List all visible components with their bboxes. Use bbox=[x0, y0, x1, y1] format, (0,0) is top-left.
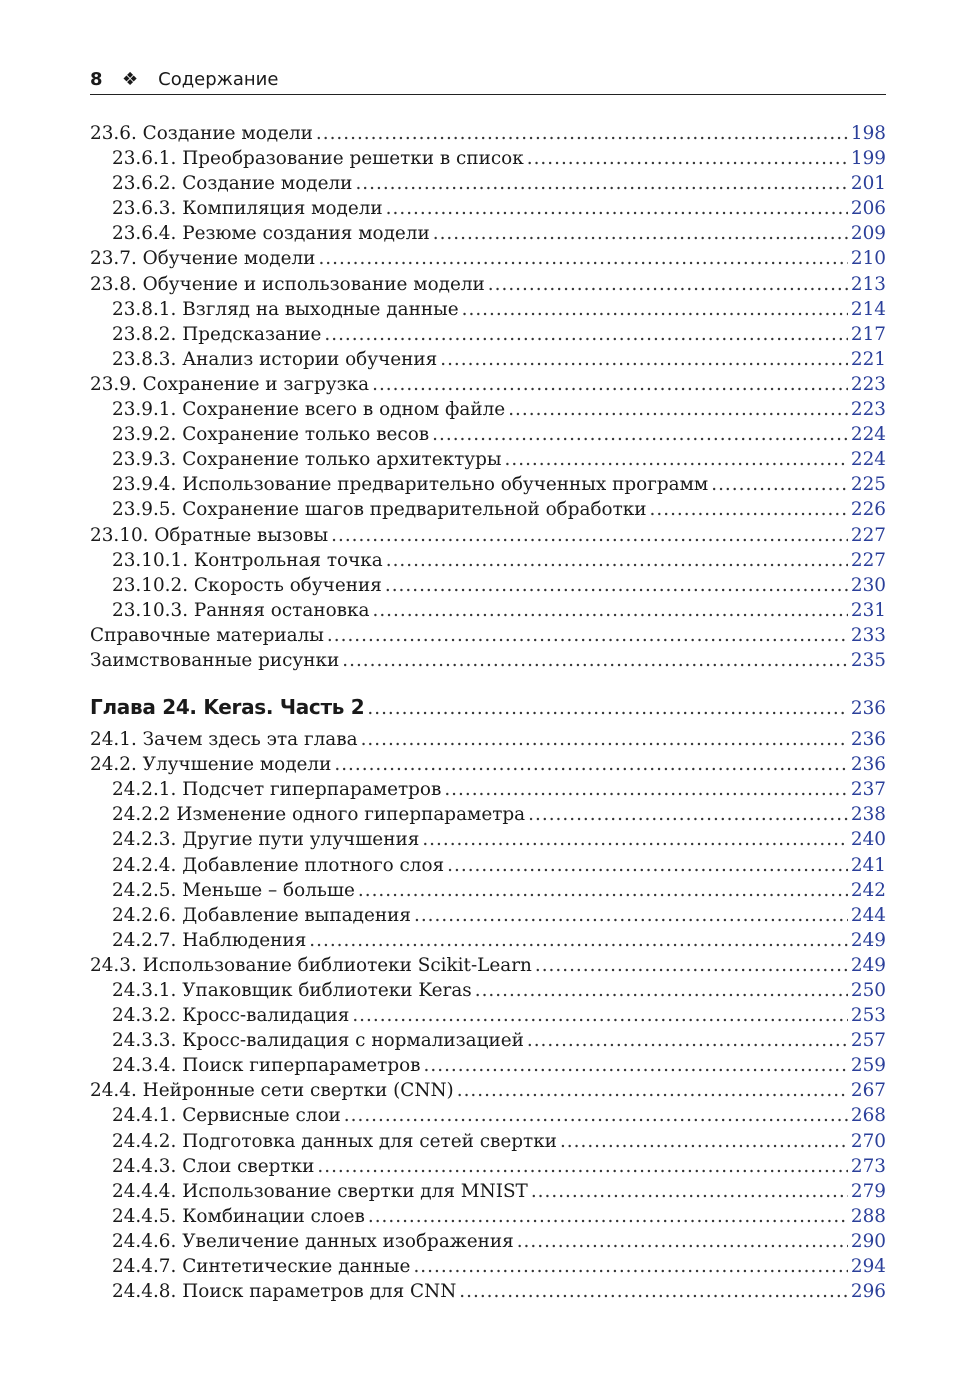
toc-page-number[interactable]: 210 bbox=[850, 248, 886, 270]
toc-entry-title bbox=[112, 449, 505, 470]
toc-page-number[interactable]: 257 bbox=[850, 1030, 886, 1052]
toc-entry-title bbox=[112, 880, 358, 901]
ornament-icon: ❖ bbox=[122, 69, 139, 90]
toc-page-number[interactable]: 231 bbox=[850, 599, 886, 621]
dot-leader bbox=[358, 880, 848, 901]
toc-entry-title bbox=[90, 525, 331, 546]
dot-leader bbox=[528, 804, 848, 825]
toc-page-number[interactable]: 223 bbox=[850, 399, 886, 421]
dot-leader bbox=[531, 1181, 848, 1202]
toc-entry-text: Сохранение только архитектуры bbox=[182, 449, 502, 471]
toc-page-number[interactable]: 236 bbox=[850, 698, 886, 720]
toc-entry-number: 23.10.2. bbox=[112, 574, 189, 596]
toc-entry-text: Слои свертки bbox=[182, 1155, 315, 1177]
toc-entry-number: 24.3. bbox=[90, 954, 137, 976]
toc-entry[interactable] bbox=[90, 1131, 886, 1156]
toc-entry-number: 23.6.4. bbox=[112, 223, 177, 245]
toc-entry-number: 24.4.8. bbox=[112, 1281, 177, 1303]
toc-entry[interactable] bbox=[90, 449, 886, 474]
toc-entry-number: 23.9.3. bbox=[112, 449, 177, 471]
dot-leader bbox=[352, 1005, 848, 1026]
toc-entry-text: Глава 24. Keras. Часть 2 bbox=[90, 695, 365, 720]
toc-entry-text: Использование предварительно обученных программ bbox=[182, 474, 709, 496]
toc-entry[interactable] bbox=[90, 905, 886, 930]
toc-entry-number: 23.9.2. bbox=[112, 424, 177, 446]
toc-entry-title bbox=[112, 930, 309, 951]
toc-entry-title bbox=[112, 1131, 560, 1152]
toc-page-number[interactable]: 296 bbox=[850, 1281, 886, 1303]
toc-entry-title bbox=[112, 1181, 531, 1202]
toc-entry-text: Сервисные слои bbox=[182, 1105, 341, 1127]
toc-entry-title bbox=[90, 955, 535, 976]
toc-entry[interactable] bbox=[90, 399, 886, 424]
toc-page-number[interactable]: 259 bbox=[850, 1055, 886, 1077]
toc-page-number[interactable]: 198 bbox=[850, 123, 886, 144]
dot-leader bbox=[527, 148, 848, 169]
toc-page-number[interactable]: 237 bbox=[850, 779, 886, 801]
toc-page-number[interactable]: 214 bbox=[850, 298, 886, 320]
dot-leader bbox=[475, 980, 848, 1001]
toc-entry[interactable] bbox=[90, 575, 886, 600]
toc-entry-number: 23.9.4. bbox=[112, 474, 177, 496]
toc-entry-title bbox=[112, 223, 433, 244]
dot-leader bbox=[457, 1080, 848, 1101]
toc-entry-text: Компиляция модели bbox=[182, 198, 383, 220]
toc-page-number[interactable]: 221 bbox=[850, 348, 886, 370]
toc-entry-title bbox=[112, 1231, 517, 1252]
toc-page-number[interactable]: 225 bbox=[850, 474, 886, 496]
toc-entry-text: Создание модели bbox=[182, 173, 353, 195]
toc-entry-title bbox=[112, 1105, 344, 1126]
toc-entry[interactable] bbox=[90, 880, 886, 905]
dot-leader bbox=[413, 1256, 847, 1277]
dot-leader bbox=[535, 955, 848, 976]
toc-entry-title bbox=[112, 474, 711, 495]
toc-entry-title bbox=[90, 274, 488, 295]
toc-page-number[interactable]: 249 bbox=[850, 929, 886, 951]
toc-entry[interactable] bbox=[90, 198, 886, 223]
toc-entry-title bbox=[112, 1156, 317, 1177]
toc-entry-number: 23.10.1. bbox=[112, 549, 189, 571]
toc-entry[interactable] bbox=[90, 1256, 886, 1281]
toc-entry-title bbox=[90, 374, 372, 395]
dot-leader bbox=[424, 1055, 848, 1076]
toc-entry-text: Наблюдения bbox=[182, 929, 307, 951]
toc-entry[interactable] bbox=[90, 650, 886, 675]
table-of-contents bbox=[90, 123, 886, 1306]
toc-page-number[interactable]: 233 bbox=[850, 624, 886, 646]
toc-entry-text: Ранняя остановка bbox=[193, 599, 370, 621]
toc-entry-number: 24.4.5. bbox=[112, 1205, 177, 1227]
dot-leader bbox=[386, 550, 848, 571]
toc-entry-text: Преобразование решетки в список bbox=[182, 148, 524, 170]
toc-entry-text: Обучение модели bbox=[142, 248, 316, 270]
dot-leader bbox=[334, 754, 848, 775]
toc-entry[interactable] bbox=[90, 600, 886, 625]
toc-entry[interactable] bbox=[90, 299, 886, 324]
toc-entry-text: Меньше – больше bbox=[182, 879, 355, 901]
toc-page-number[interactable]: 249 bbox=[850, 954, 886, 976]
toc-entry-number: 23.7. bbox=[90, 248, 137, 270]
toc-entry-number: 23.10.3. bbox=[112, 599, 189, 621]
toc-entry-text: Упаковщик библиотеки Keras bbox=[182, 980, 472, 1001]
toc-entry-title bbox=[112, 1281, 459, 1302]
page-number: 8 bbox=[90, 69, 103, 90]
toc-page-number[interactable]: 227 bbox=[850, 524, 886, 546]
dot-leader bbox=[527, 1030, 848, 1051]
toc-entry[interactable] bbox=[90, 1055, 886, 1080]
toc-entry[interactable] bbox=[90, 1156, 886, 1181]
toc-entry-text: Кросс-валидация с нормализацией bbox=[182, 1030, 524, 1052]
dot-leader bbox=[317, 1156, 848, 1177]
toc-entry[interactable] bbox=[90, 779, 886, 804]
toc-entry-text: Сохранение всего в одном файле bbox=[182, 399, 506, 421]
toc-page-number[interactable]: 241 bbox=[850, 854, 886, 876]
toc-entry-title bbox=[112, 779, 444, 800]
toc-entry-number: 24.2.1. bbox=[112, 779, 177, 801]
toc-page-number[interactable]: 267 bbox=[850, 1080, 886, 1102]
dot-leader bbox=[344, 1105, 848, 1126]
toc-entry-number: 24.4.2. bbox=[112, 1130, 177, 1152]
dot-leader bbox=[327, 625, 848, 646]
toc-entry-number: 23.8. bbox=[90, 273, 137, 295]
toc-entry-title bbox=[90, 729, 361, 750]
toc-entry-title bbox=[112, 1005, 352, 1026]
dot-leader bbox=[361, 729, 848, 750]
dot-leader bbox=[459, 1281, 848, 1302]
toc-page-number[interactable]: 206 bbox=[850, 198, 886, 220]
toc-entry-text: Добавление плотного слоя bbox=[182, 854, 445, 876]
toc-entry[interactable] bbox=[90, 625, 886, 650]
toc-entry[interactable] bbox=[90, 804, 886, 829]
toc-page-number[interactable]: 230 bbox=[850, 574, 886, 596]
toc-page-number[interactable]: 224 bbox=[850, 424, 886, 446]
toc-page-number[interactable]: 244 bbox=[850, 904, 886, 926]
toc-entry-number: 24.4. bbox=[90, 1080, 137, 1102]
dot-leader bbox=[444, 779, 848, 800]
dot-leader bbox=[367, 698, 848, 719]
toc-entry-number: 24.3.1. bbox=[112, 980, 177, 1001]
toc-entry-text: Зачем здесь эта глава bbox=[142, 729, 358, 751]
running-title: Содержание bbox=[158, 69, 279, 90]
toc-entry[interactable] bbox=[90, 729, 886, 754]
toc-entry-number: 24.4.3. bbox=[112, 1155, 177, 1177]
toc-entry-number: 24.4.6. bbox=[112, 1230, 177, 1252]
toc-page-number[interactable]: 250 bbox=[850, 980, 886, 1001]
toc-entry[interactable] bbox=[90, 474, 886, 499]
toc-entry-text: Подсчет гиперпараметров bbox=[182, 779, 442, 801]
dot-leader bbox=[560, 1131, 848, 1152]
toc-page-number[interactable]: 209 bbox=[850, 223, 886, 245]
dot-leader bbox=[433, 223, 848, 244]
dot-leader bbox=[309, 930, 848, 951]
toc-entry[interactable] bbox=[90, 349, 886, 374]
toc-entry[interactable] bbox=[90, 550, 886, 575]
toc-entry-text: Справочные материалы bbox=[90, 624, 324, 646]
toc-entry[interactable] bbox=[90, 980, 886, 1005]
toc-entry-text: Синтетические данные bbox=[182, 1256, 411, 1278]
toc-page-number[interactable]: 217 bbox=[850, 323, 886, 345]
toc-entry-title bbox=[112, 1030, 527, 1051]
toc-entry-number: 24.2.5. bbox=[112, 879, 177, 901]
toc-page-number[interactable]: 270 bbox=[850, 1130, 886, 1152]
toc-entry-number: 24.3.3. bbox=[112, 1030, 177, 1052]
toc-entry-number: 24.4.4. bbox=[112, 1180, 177, 1202]
toc-entry[interactable] bbox=[90, 324, 886, 349]
dot-leader bbox=[318, 248, 847, 269]
toc-entry-text: Обучение и использование модели bbox=[142, 273, 485, 295]
toc-entry-number: 24.4.1. bbox=[112, 1105, 177, 1127]
dot-leader bbox=[488, 274, 848, 295]
toc-entry[interactable] bbox=[90, 223, 886, 248]
toc-entry[interactable] bbox=[90, 148, 886, 173]
toc-entry-text: Заимствованные рисунки bbox=[90, 649, 340, 671]
toc-entry-number: 23.8.3. bbox=[112, 348, 177, 370]
toc-entry-title bbox=[90, 754, 334, 775]
toc-page-number[interactable]: 294 bbox=[850, 1256, 886, 1278]
toc-entry-number: 23.6. bbox=[90, 123, 137, 144]
toc-entry-title bbox=[112, 1206, 368, 1227]
toc-entry-title bbox=[112, 829, 422, 850]
toc-entry-title bbox=[90, 123, 316, 144]
toc-entry-number: 23.8.1. bbox=[112, 298, 177, 320]
toc-entry-number: 24.2.7. bbox=[112, 929, 177, 951]
toc-entry[interactable] bbox=[90, 1105, 886, 1130]
dot-leader bbox=[505, 449, 848, 470]
toc-entry-text: Изменение одного гиперпараметра bbox=[176, 804, 526, 826]
toc-page-number[interactable]: 199 bbox=[850, 148, 886, 170]
toc-entry-title bbox=[112, 499, 650, 520]
toc-entry[interactable] bbox=[90, 248, 886, 273]
toc-entry[interactable] bbox=[90, 1030, 886, 1055]
toc-entry-text: Использование свертки для MNIST bbox=[182, 1180, 528, 1202]
toc-chapter-heading[interactable] bbox=[90, 695, 886, 723]
toc-entry-text: Предсказание bbox=[182, 323, 322, 345]
dot-leader bbox=[650, 499, 848, 520]
toc-entry-text: Взгляд на выходные данные bbox=[182, 298, 459, 320]
toc-entry-title bbox=[90, 695, 367, 719]
toc-entry-text: Обратные вызовы bbox=[154, 524, 329, 546]
dot-leader bbox=[386, 198, 848, 219]
toc-page-number[interactable]: 279 bbox=[850, 1180, 886, 1202]
toc-entry[interactable] bbox=[90, 525, 886, 550]
toc-entry-title bbox=[90, 1080, 457, 1101]
toc-entry-number: 24.2.3. bbox=[112, 829, 177, 851]
toc-entry-title bbox=[112, 980, 475, 1001]
toc-page-number[interactable]: 273 bbox=[850, 1155, 886, 1177]
dot-leader bbox=[447, 855, 848, 876]
toc-entry-title bbox=[112, 855, 447, 876]
toc-entry-number: 24.2.6. bbox=[112, 904, 177, 926]
toc-entry-title bbox=[112, 173, 355, 194]
toc-entry[interactable] bbox=[90, 855, 886, 880]
toc-entry-title bbox=[90, 248, 318, 269]
toc-page-number[interactable]: 213 bbox=[850, 273, 886, 295]
toc-entry[interactable] bbox=[90, 274, 886, 299]
toc-entry-number: 24.4.7. bbox=[112, 1256, 177, 1278]
toc-entry[interactable] bbox=[90, 1181, 886, 1206]
toc-entry-text: Сохранение только весов bbox=[182, 424, 430, 446]
toc-entry-title bbox=[112, 349, 440, 370]
toc-entry-title bbox=[112, 148, 527, 169]
toc-entry-title bbox=[112, 424, 432, 445]
toc-entry-title bbox=[112, 299, 462, 320]
toc-entry-text: Сохранение шагов предварительной обработки bbox=[182, 499, 647, 521]
toc-page-number[interactable]: 242 bbox=[850, 879, 886, 901]
toc-entry[interactable] bbox=[90, 424, 886, 449]
dot-leader bbox=[432, 424, 848, 445]
toc-entry-text: Добавление выпадения bbox=[182, 904, 411, 926]
dot-leader bbox=[711, 474, 848, 495]
toc-entry-title bbox=[112, 1055, 424, 1076]
toc-entry-title bbox=[112, 324, 324, 345]
toc-entry-title bbox=[112, 198, 386, 219]
toc-entry-text: Увеличение данных изображения bbox=[182, 1230, 514, 1252]
toc-entry[interactable] bbox=[90, 374, 886, 399]
toc-page-number[interactable]: 240 bbox=[850, 829, 886, 851]
toc-entry-title bbox=[112, 550, 386, 571]
toc-entry-text: Комбинации слоев bbox=[182, 1205, 365, 1227]
toc-entry-number: 23.9.1. bbox=[112, 399, 177, 421]
toc-page-number[interactable]: 223 bbox=[850, 373, 886, 395]
toc-entry-title bbox=[112, 575, 385, 596]
toc-page-number[interactable]: 224 bbox=[850, 449, 886, 471]
toc-entry-text: Нейронные сети свертки (CNN) bbox=[142, 1080, 454, 1102]
toc-entry-text: Подготовка данных для сетей свертки bbox=[182, 1130, 557, 1152]
toc-page-number[interactable]: 236 bbox=[850, 754, 886, 776]
toc-entry[interactable] bbox=[90, 829, 886, 854]
toc-entry[interactable] bbox=[90, 499, 886, 524]
dot-leader bbox=[368, 1206, 848, 1227]
toc-entry-text: Другие пути улучшения bbox=[182, 829, 420, 851]
toc-entry-title bbox=[90, 650, 342, 671]
toc-entry-text: Поиск параметров для CNN bbox=[182, 1281, 457, 1303]
toc-page-number[interactable]: 235 bbox=[850, 649, 886, 671]
toc-entry-title bbox=[112, 804, 528, 825]
dot-leader bbox=[422, 829, 848, 850]
dot-leader bbox=[372, 374, 848, 395]
toc-page-number[interactable]: 268 bbox=[850, 1105, 886, 1127]
toc-entry-number: 23.6.2. bbox=[112, 173, 177, 195]
toc-entry-number: 24.3.4. bbox=[112, 1055, 177, 1077]
toc-entry-number: 24.1. bbox=[90, 729, 137, 751]
toc-entry-number: 23.6.3. bbox=[112, 198, 177, 220]
dot-leader bbox=[462, 299, 848, 320]
toc-page-number[interactable]: 238 bbox=[850, 804, 886, 826]
toc-page-number[interactable]: 201 bbox=[850, 173, 886, 195]
toc-page-number[interactable]: 290 bbox=[850, 1230, 886, 1252]
toc-entry-text: Создание модели bbox=[142, 123, 313, 144]
toc-entry-number: 23.9.5. bbox=[112, 499, 177, 521]
dot-leader bbox=[440, 349, 848, 370]
page-header bbox=[90, 66, 886, 95]
toc-entry[interactable] bbox=[90, 1206, 886, 1231]
toc-entry-title bbox=[90, 625, 327, 646]
toc-entry-number: 24.2.2 bbox=[112, 804, 171, 826]
toc-entry-number: 24.2. bbox=[90, 754, 137, 776]
dot-leader bbox=[517, 1231, 848, 1252]
toc-entry[interactable] bbox=[90, 930, 886, 955]
toc-entry-text: Кросс-валидация bbox=[182, 1005, 350, 1027]
dot-leader bbox=[342, 650, 848, 671]
toc-entry-text: Поиск гиперпараметров bbox=[182, 1055, 421, 1077]
dot-leader bbox=[372, 600, 847, 621]
toc-entry-number: 23.8.2. bbox=[112, 323, 177, 345]
dot-leader bbox=[355, 173, 847, 194]
toc-entry-title bbox=[112, 1256, 413, 1277]
toc-entry-title bbox=[112, 905, 414, 926]
dot-leader bbox=[508, 399, 848, 420]
toc-entry-text: Скорость обучения bbox=[193, 574, 382, 596]
toc-entry-number: 23.9. bbox=[90, 373, 137, 395]
toc-entry[interactable] bbox=[90, 1005, 886, 1030]
toc-entry[interactable] bbox=[90, 754, 886, 779]
toc-entry-title bbox=[112, 399, 508, 420]
toc-page-number[interactable]: 253 bbox=[850, 1005, 886, 1027]
toc-entry[interactable] bbox=[90, 173, 886, 198]
toc-entry-text: Улучшение модели bbox=[142, 754, 332, 776]
toc-entry-number: 24.3.2. bbox=[112, 1005, 177, 1027]
toc-page-number[interactable]: 288 bbox=[850, 1205, 886, 1227]
dot-leader bbox=[316, 123, 848, 144]
toc-page-number[interactable]: 226 bbox=[850, 499, 886, 521]
dot-leader bbox=[414, 905, 848, 926]
toc-entry-number: 24.2.4. bbox=[112, 854, 177, 876]
toc-entry-number: 23.6.1. bbox=[112, 148, 177, 170]
toc-entry-number: 23.10. bbox=[90, 524, 149, 546]
toc-entry-text: Использование библиотеки Scikit-Learn bbox=[142, 954, 532, 976]
toc-entry-text: Резюме создания модели bbox=[182, 223, 430, 245]
toc-entry[interactable] bbox=[90, 1231, 886, 1256]
dot-leader bbox=[324, 324, 848, 345]
toc-entry-text: Контрольная точка bbox=[193, 549, 383, 571]
toc-entry-text: Сохранение и загрузка bbox=[142, 373, 370, 395]
dot-leader bbox=[385, 575, 848, 596]
toc-entry[interactable] bbox=[90, 1281, 886, 1306]
toc-page-number[interactable]: 236 bbox=[850, 729, 886, 751]
toc-entry-text: Анализ истории обучения bbox=[182, 348, 438, 370]
toc-entry[interactable] bbox=[90, 1080, 886, 1105]
toc-entry[interactable] bbox=[90, 123, 886, 148]
toc-entry[interactable] bbox=[90, 955, 886, 980]
toc-page-number[interactable]: 227 bbox=[850, 549, 886, 571]
toc-entry-title bbox=[112, 600, 372, 621]
dot-leader bbox=[331, 525, 848, 546]
